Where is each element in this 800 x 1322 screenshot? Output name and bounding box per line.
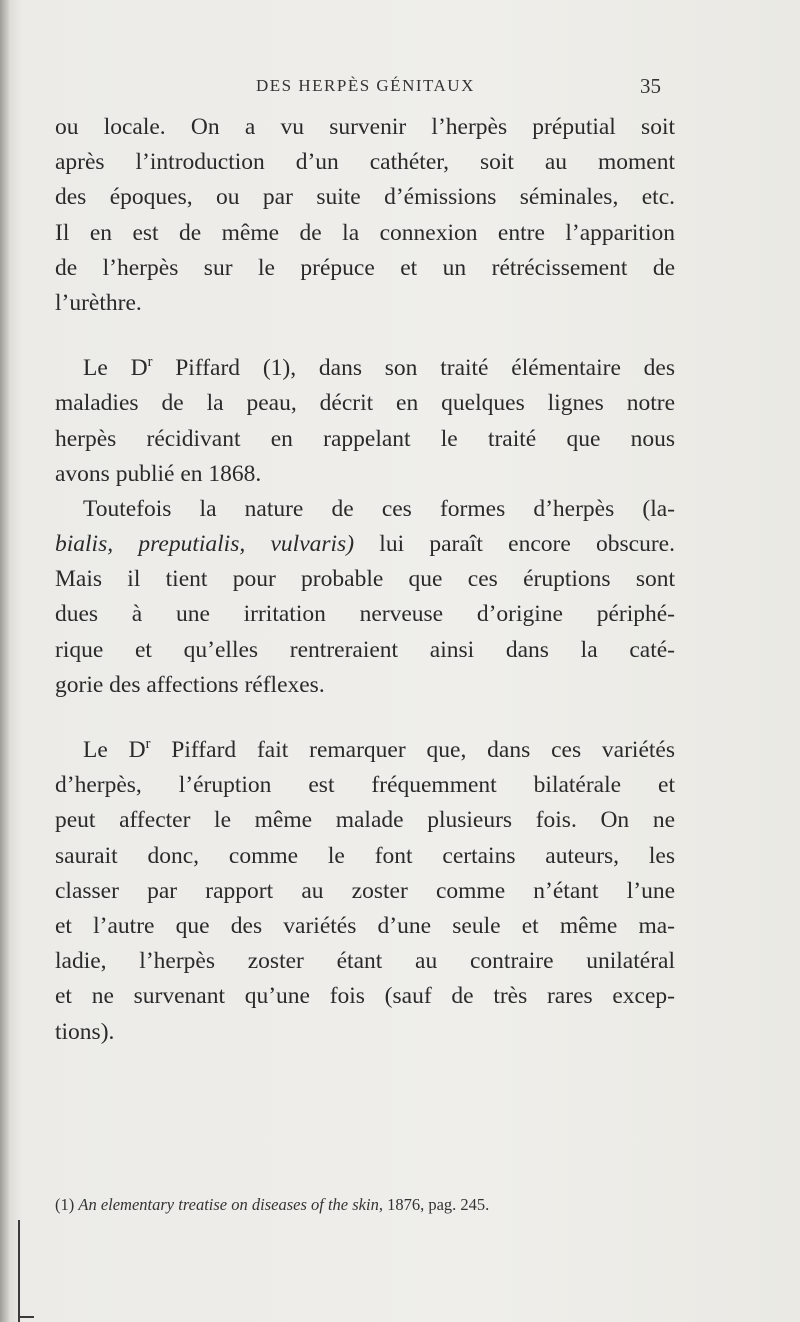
text-line: maladies de la peau, décrit en quelques lignes notre (55, 390, 675, 417)
text-line: avons publié en 1868. (55, 460, 262, 487)
text-fragment: Le D (83, 355, 148, 382)
text-line: tions). (55, 1018, 115, 1045)
text-line: de l’herpès sur le prépuce et un rétrécissement de (55, 254, 675, 281)
text-line: d’herpès, l’éruption est fréquemment bilatérale et (55, 772, 675, 799)
text-line: dues à une irritation nerveuse d’origine périphé- (55, 601, 675, 628)
body-text (55, 110, 675, 1050)
text-line: rique et qu’elles rentreraient ainsi dans la caté- (55, 636, 675, 663)
italic-fragment: bialis, preputialis, vulvaris) (55, 531, 355, 558)
text-line: Il en est de même de la connexion entre l’apparition (55, 219, 675, 246)
binding-edge (0, 0, 10, 1322)
paragraph-3 (55, 492, 675, 703)
text-line: herpès récidivant en rappelant le traité que nous (55, 425, 675, 452)
text-line: et ne survenant qu’une fois (sauf de très rares excep- (55, 983, 675, 1010)
superscript: r (145, 736, 151, 753)
text-fragment: lui paraît encore obscure. (354, 531, 675, 558)
text-line (55, 733, 675, 768)
text-line: après l’introduction d’un cathéter, soit au moment (55, 149, 675, 176)
text-line: saurait donc, comme le font certains auteurs, les (55, 842, 675, 869)
superscript: r (147, 354, 153, 371)
text-fragment: Le D (83, 737, 146, 763)
running-title: DES HERPÈS GÉNITAUX (256, 76, 475, 95)
page-header (0, 76, 800, 106)
text-line (55, 351, 675, 386)
text-line: ou locale. On a vu survenir l’herpès préputial soit (55, 114, 675, 140)
text-line: classer par rapport au zoster comme n’étant l’une (55, 877, 675, 904)
text-line: l’urèthre. (55, 289, 142, 316)
paragraph-4 (55, 733, 675, 1050)
text-fragment: Piffard fait remarquer que, dans ces variétés (150, 737, 675, 763)
footnote-marker: (1) (55, 1195, 79, 1214)
footnote-reference: , 1876, pag. 245. (378, 1195, 490, 1214)
paragraph-2 (55, 351, 675, 492)
text-line: des époques, ou par suite d’émissions séminales, etc. (55, 184, 675, 211)
text-fragment: Piffard (1), dans son traité élémentaire des (152, 355, 675, 382)
footnote-title: An elementary treatise on diseases of the skin (78, 1195, 379, 1214)
text-line (55, 527, 675, 562)
text-line: et l’autre que des variétés d’une seule et même ma- (55, 912, 675, 939)
text-line: Mais il tient pour probable que ces éruptions sont (55, 566, 675, 593)
text-line: ladie, l’herpès zoster étant au contraire unilatéral (55, 948, 675, 975)
corner-mark (20, 1316, 34, 1318)
footnote (55, 1195, 675, 1215)
text-line: gorie des affections réflexes. (55, 671, 325, 698)
page-number: 35 (640, 74, 661, 98)
text-line: peut affecter le même malade plusieurs fois. On ne (55, 807, 675, 834)
margin-rule (18, 1220, 20, 1322)
text-line: Toutefois la nature de ces formes d’herpès (la- (83, 495, 675, 522)
paragraph-1 (55, 110, 675, 321)
